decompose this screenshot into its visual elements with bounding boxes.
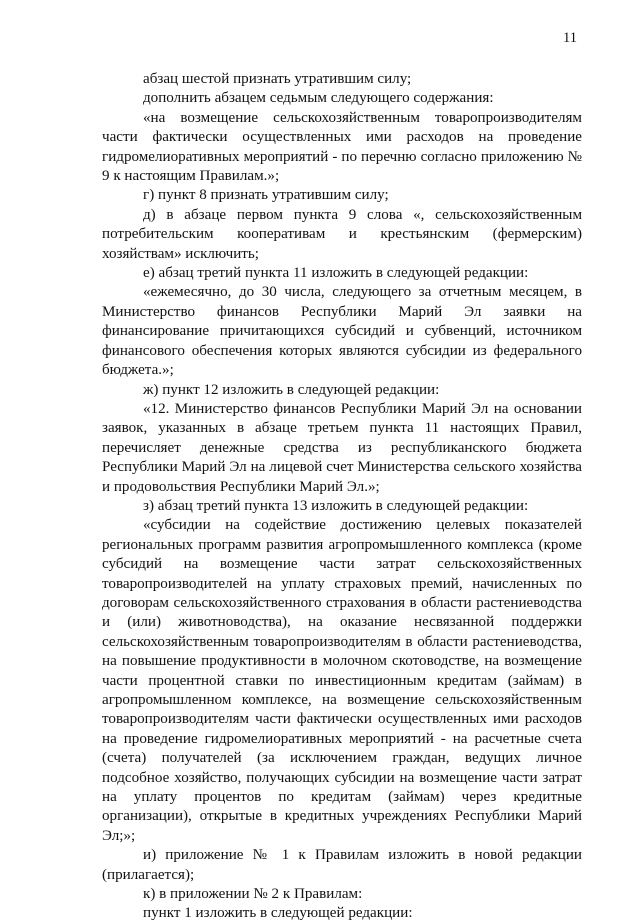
paragraph: ж) пункт 12 изложить в следующей редакции: <box>143 381 440 398</box>
paragraph: и) приложение № 1 к Правилам изложить в новой редакции (прилагается); <box>102 847 582 883</box>
paragraph: пункт 1 изложить в следующей редакции: <box>143 905 413 922</box>
paragraph: «субсидии на содействие достижению целевых показателей региональных программ развития агропромышленного комплекса (кроме субсидий на возмещение части затрат сельскохозяйственных товаропроизводителей на уплату страховых премий, начисленных по договорам сельскохозяйственного страхования в области растениеводства и (или) животноводства), на оказание несвязанной поддержки сельскохозяйственным товаропроизводителям в области растениеводства, на повышение продуктивности в молочном скотоводстве, на возмещение части процентной ставки по инвестиционным кредитам (займам) в агропромышленном комплексе, на возмещение сельскохозяйственным товаропроизводителям части фактически осуществленных ими расходов на проведение гидромелиоративных мероприятий - на расчетные счета (счета) получателей (за исключением граждан, ведущих личное подсобное хозяйство, получающих субсидии на возмещение части затрат на уплату процентов по кредитам (займам) через кредитные организации), открытые в кредитных учреждениях Республики Марий Эл;»; <box>102 517 582 844</box>
page-number: 11 <box>563 30 577 46</box>
paragraph: «12. Министерство финансов Республики Марий Эл на основании заявок, указанных в абзаце третьем пункта 11 настоящих Правил, перечисляет денежные средства из республиканского бюджета Республики Марий Эл на лицевой счет Министерства сельского хозяйства и продовольствия Республики Марий Эл.»; <box>102 400 582 495</box>
paragraph: «на возмещение сельскохозяйственным товаропроизводителям части фактически осуществленных ими расходов на проведение гидромелиоративных мероприятий - по перечню согласно приложению № 9 к настоящим Правилам.»; <box>102 109 582 185</box>
paragraph: д) в абзаце первом пункта 9 слова «, сельскохозяйственным потребительским кооперативам и крестьянским (фермерским) хозяйствам» исключить; <box>102 206 582 262</box>
paragraph: е) абзац третий пункта 11 изложить в следующей редакции: <box>143 265 529 282</box>
paragraph: абзац шестой признать утратившим силу; <box>143 71 412 87</box>
paragraph: дополнить абзацем седьмым следующего содержания: <box>143 90 494 107</box>
paragraph: з) абзац третий пункта 13 изложить в следующей редакции: <box>143 497 529 514</box>
document-body <box>102 70 582 924</box>
paragraph: «ежемесячно, до 30 числа, следующего за отчетным месяцем, в Министерство финансов Республики Марий Эл заявки на финансирование причитающихся субсидий и субвенций, источником финансового обеспечения которых являются субсидии из федерального бюджета.»; <box>102 284 582 379</box>
paragraph: к) в приложении № 2 к Правилам: <box>143 886 363 903</box>
paragraph: г) пункт 8 признать утратившим силу; <box>143 187 389 204</box>
